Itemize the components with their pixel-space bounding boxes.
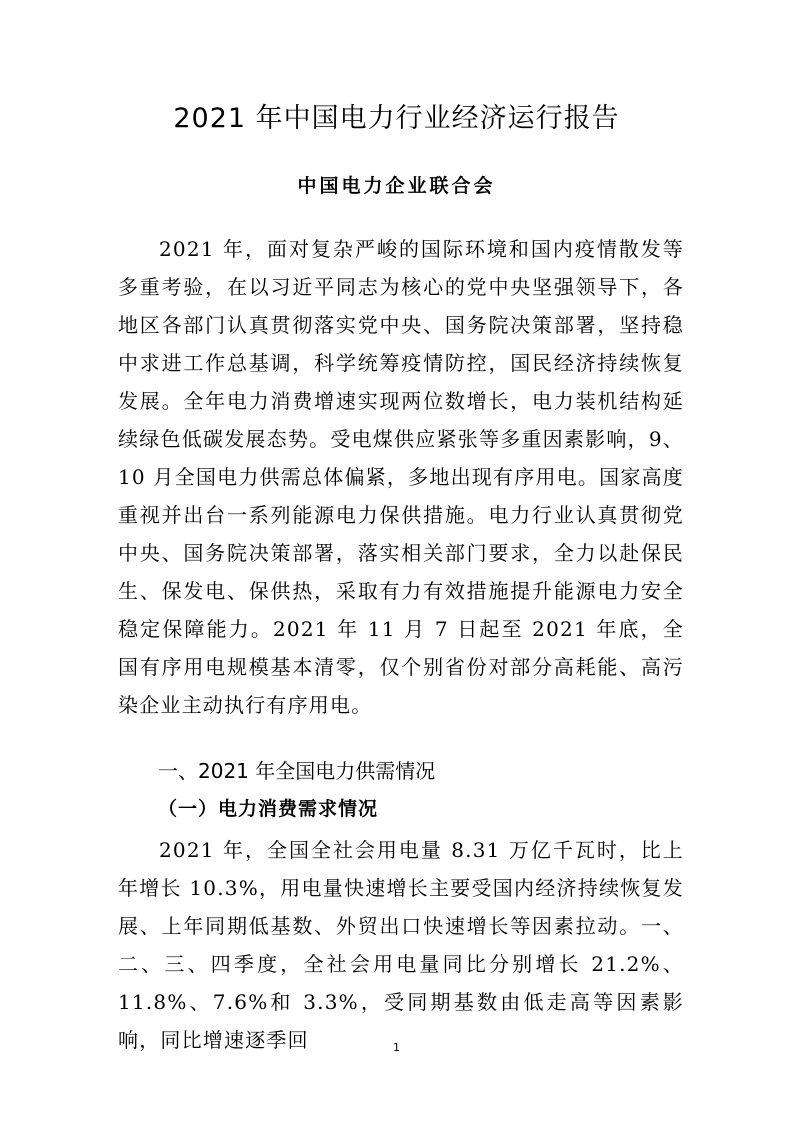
section-heading: 一、2021 年全国电力供需情况 xyxy=(158,759,436,783)
page-number: 1 xyxy=(393,1041,400,1054)
document-author: 中国电力企业联合会 xyxy=(297,175,496,197)
consumption-paragraph: 2021 年，全国全社会用电量 8.31 万亿千瓦时，比上年增长 10.3%，用电量快速增长主要受国内经济持续恢复发展、上年同期低基数、外贸出口快速增长等因素拉动。一、二、三、四季度，全社会用电量同比分别增长 21.2%、11.8%、7.6%和 3.3%，受同期基数由低走高等因素影响，同比增速逐季回 xyxy=(118,838,684,1052)
intro-paragraph: 2021 年，面对复杂严峻的国际环境和国内疫情散发等多重考验，在以习近平同志为核心的党中央坚强领导下，各地区各部门认真贯彻落实党中央、国务院决策部署，坚持稳中求进工作总基调，科学统筹疫情防控，国民经济持续恢复发展。全年电力消费增速实现两位数增长，电力装机结构延续绿色低碳发展态势。受电煤供应紧张等多重因素影响，9、10 月全国电力供需总体偏紧，多地出现有序用电。国家高度重视并出台一系列能源电力保供措施。电力行业认真贯彻党中央、国务院决策部署，落实相关部门要求，全力以赴保民生、保发电、保供热，采取有力有效措施提升能源电力安全稳定保障能力。2021 年 11 月 7 日起至 2021 年底，全国有序用电规模基本清零，仅个别省份对部分高耗能、高污染企业主动执行有序用电。 xyxy=(118,237,684,717)
document-title: 2021 年中国电力行业经济运行报告 xyxy=(173,103,620,134)
subsection-heading: （一）电力消费需求情况 xyxy=(158,798,379,820)
